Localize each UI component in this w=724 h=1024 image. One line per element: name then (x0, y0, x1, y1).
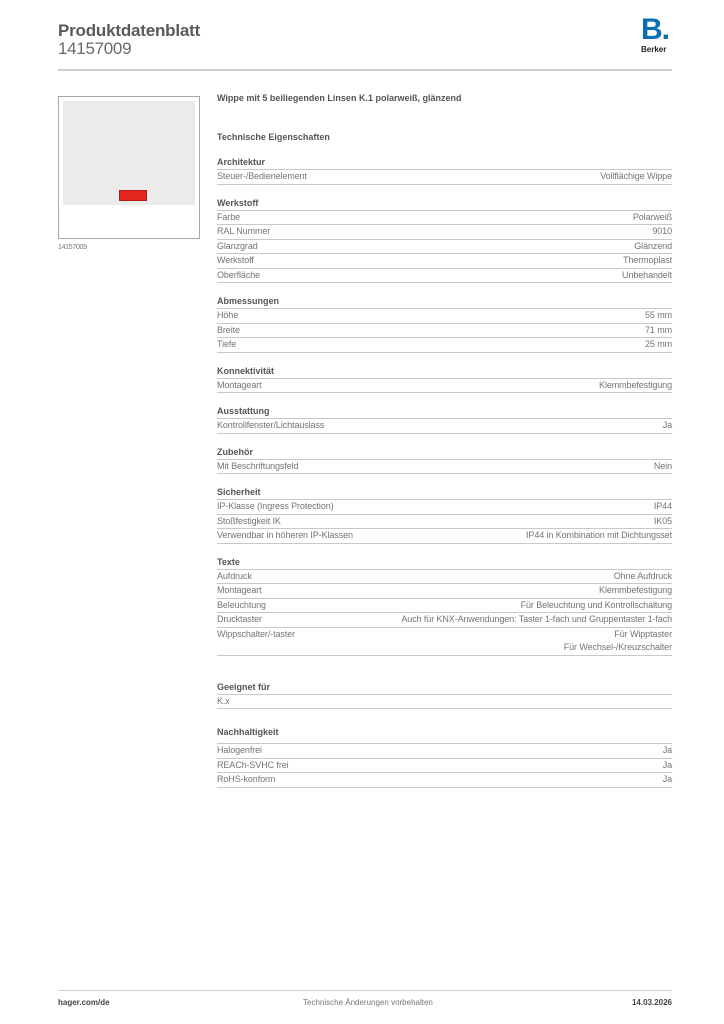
brand-mark: B. (641, 13, 669, 46)
group-title: Abmessungen (217, 294, 672, 309)
spec-label: Halogenfrei (217, 745, 262, 755)
spec-label: Drucktaster (217, 614, 262, 624)
footer-divider (58, 990, 672, 991)
spec-value: Polarweiß (632, 211, 672, 222)
spec-value: Ohne Aufdruck (613, 570, 672, 581)
spec-value: Klemmbefestigung (599, 585, 672, 595)
spec-row (217, 515, 672, 530)
spec-group-abmessungen (217, 294, 672, 353)
spec-group-werkstoff (217, 196, 672, 284)
spec-row (217, 759, 672, 774)
spec-row (217, 338, 672, 353)
spec-label: Werkstoff (217, 255, 254, 265)
spec-label: Glanzgrad (217, 240, 258, 251)
specification-content (217, 93, 672, 788)
spec-label: IP-Klasse (Ingress Protection) (217, 501, 334, 511)
spec-value: 25 mm (644, 339, 672, 349)
section-heading: Technische Eigenschaften (217, 132, 330, 142)
spec-value: 9010 (652, 226, 672, 236)
spec-group-konnektivitaet (217, 364, 672, 394)
spec-row (217, 570, 672, 585)
group-title: Zubehör (217, 445, 672, 460)
spec-label: REACh-SVHC frei (217, 759, 289, 770)
product-title: Wippe mit 5 beiliegenden Linsen K.1 polarweiß, glänzend (217, 93, 462, 103)
spec-group-architektur (217, 155, 672, 185)
spec-value: Unbehandelt (622, 269, 672, 280)
rocker-illustration (63, 101, 195, 205)
spec-label: RAL Nummer (217, 226, 271, 236)
spec-group-sicherheit (217, 485, 672, 544)
spec-row (217, 379, 672, 394)
spec-value-line: Für Wechsel-/Kreuzschalter (563, 642, 672, 652)
spec-label: Tiefe (217, 339, 237, 349)
spec-row (217, 695, 672, 710)
spec-row (217, 225, 672, 240)
spec-label: Stoßfestigkeit IK (217, 515, 281, 526)
spec-group-geeignet-fuer (217, 680, 672, 710)
spec-label: Steuer-/Bedienelement (217, 171, 307, 181)
spec-value: Ja (662, 745, 672, 755)
spec-group-ausstattung (217, 404, 672, 434)
spec-row (217, 599, 672, 614)
spec-label: Höhe (217, 310, 239, 320)
spec-row (217, 211, 672, 226)
spec-row (217, 254, 672, 269)
spec-row (217, 460, 672, 475)
spec-value: Ja (662, 759, 672, 770)
spec-label: Kontrollfenster/Lichtauslass (217, 420, 325, 430)
spec-label: Montageart (217, 379, 262, 390)
spec-label: Beleuchtung (217, 599, 266, 610)
spec-row (217, 744, 672, 759)
spec-value: Thermoplast (623, 255, 672, 265)
spec-label: Verwendbar in höheren IP-Klassen (217, 530, 353, 540)
red-lens-indicator (119, 190, 147, 201)
article-number: 14157009 (58, 39, 132, 58)
spec-row (217, 773, 672, 788)
group-title: Architektur (217, 155, 672, 170)
spec-value: IP44 (653, 501, 672, 511)
spec-row (217, 240, 672, 255)
spec-label: Mit Beschriftungsfeld (217, 460, 299, 471)
spec-row (217, 309, 672, 324)
spec-value: Ja (662, 774, 672, 784)
spec-label: Wippschalter/-taster (217, 628, 296, 639)
spec-row (217, 500, 672, 515)
spec-row (217, 529, 672, 544)
spec-label: Oberfläche (217, 269, 261, 280)
footer-disclaimer: Technische Änderungen vorbehalten (303, 998, 433, 1007)
group-title: Texte (217, 555, 672, 570)
spec-value: 55 mm (644, 310, 672, 320)
spec-row (217, 324, 672, 339)
group-title: Ausstattung (217, 404, 672, 419)
document-title: Produktdatenblatt (58, 21, 201, 40)
spec-value: Ja (662, 420, 672, 430)
spec-row (217, 584, 672, 599)
spec-value: Auch für KNX-Anwendungen: Taster 1-fach und Gruppentaster 1-fach (401, 614, 672, 624)
spec-value: Für Beleuchtung und Kontrollschaltung (520, 599, 672, 610)
spec-row (217, 419, 672, 434)
spec-label: Montageart (217, 585, 262, 595)
group-title: Nachhaltigkeit (217, 723, 672, 744)
spec-value: 71 mm (644, 324, 672, 335)
group-title: Sicherheit (217, 485, 672, 500)
spec-label: Aufdruck (217, 570, 252, 581)
spec-row (217, 269, 672, 284)
spec-value: IK05 (653, 515, 672, 526)
spec-label: Farbe (217, 211, 241, 222)
footer-date: 14.03.2026 (631, 998, 672, 1007)
group-title: Geeignet für (217, 680, 672, 695)
spec-group-nachhaltigkeit (217, 723, 672, 788)
spec-label: RoHS-konform (217, 774, 276, 784)
group-title: Werkstoff (217, 196, 672, 211)
spec-value: Nein (653, 460, 672, 471)
group-title: Konnektivität (217, 364, 672, 379)
spec-value: IP44 in Kombination mit Dichtungsset (526, 530, 672, 540)
product-image (58, 96, 200, 239)
spec-value: Klemmbefestigung (599, 379, 672, 390)
spec-row (217, 170, 672, 185)
spec-value-line: Für Wipptaster (614, 628, 672, 639)
spec-group-zubehoer (217, 445, 672, 475)
header-divider (58, 69, 672, 71)
footer-website-link[interactable]: hager.com/de (58, 998, 110, 1007)
spec-value: Vollflächige Wippe (600, 171, 672, 181)
brand-name: Berker (641, 45, 667, 54)
spec-group-texte (217, 555, 672, 656)
spec-label: K.x (217, 695, 230, 706)
product-image-caption: 14157009 (58, 244, 87, 251)
spec-value: Glänzend (634, 240, 672, 251)
spec-value (564, 628, 672, 655)
berker-logo (641, 13, 675, 56)
spec-row (217, 628, 672, 656)
spec-row (217, 613, 672, 628)
spec-label: Breite (217, 324, 240, 335)
